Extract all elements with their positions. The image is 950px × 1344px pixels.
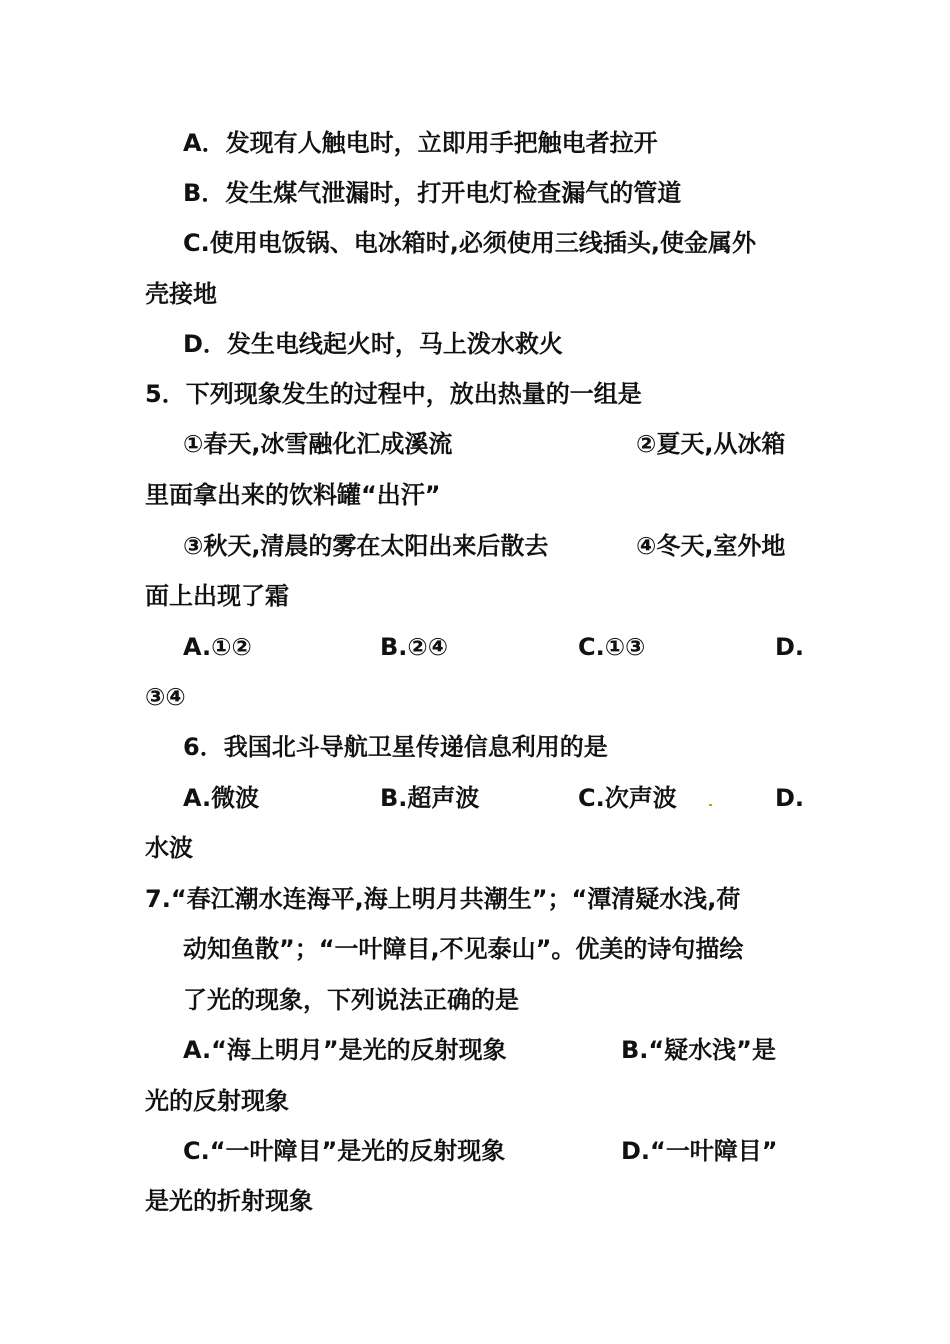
q5-item-1	[183, 428, 452, 460]
line-text: 水波	[145, 834, 193, 862]
q4-option-b	[183, 177, 681, 209]
q6-stem	[183, 731, 608, 763]
q5-option-d-cont	[145, 681, 186, 713]
q6-option-b	[380, 782, 479, 814]
q7-option-c	[183, 1135, 505, 1167]
line-text: D.“一叶障目”	[621, 1137, 778, 1165]
q7-stem-line-3	[183, 984, 519, 1016]
q6-option-d-cont	[145, 832, 193, 864]
line-text: ②夏天,从冰箱	[636, 430, 786, 458]
stray-mark	[709, 804, 712, 806]
line-text: C.次声波	[578, 784, 677, 812]
line-text: D．发生电线起火时，马上泼水救火	[183, 330, 563, 358]
q7-option-d-cont	[145, 1185, 313, 1217]
q7-option-b	[621, 1034, 776, 1066]
line-text: 光的反射现象	[145, 1087, 289, 1115]
q4-option-d	[183, 328, 563, 360]
line-text: C.①③	[578, 633, 646, 661]
q6-option-d	[775, 782, 804, 814]
line-text: A.微波	[183, 784, 260, 812]
q7-stem-line-1	[145, 883, 740, 915]
line-text: ①春天,冰雪融化汇成溪流	[183, 430, 453, 458]
q7-stem-line-2	[183, 933, 743, 965]
line-text: 了光的现象，下列说法正确的是	[183, 986, 519, 1014]
line-text: A．发现有人触电时，立即用手把触电者拉开	[183, 129, 658, 157]
q5-option-a	[183, 631, 252, 663]
q5-item-4-cont	[145, 580, 289, 612]
q5-option-c	[578, 631, 645, 663]
line-text: D.	[775, 633, 805, 661]
line-text: A.①②	[183, 633, 252, 661]
q4-option-c-cont	[145, 278, 217, 310]
line-text: B.超声波	[380, 784, 480, 812]
line-text: D.	[775, 784, 805, 812]
q6-option-a	[183, 782, 259, 814]
line-text: ③秋天,清晨的雾在太阳出来后散去	[183, 532, 549, 560]
q5-stem	[145, 378, 642, 410]
line-text: A.“海上明月”是光的反射现象	[183, 1036, 507, 1064]
line-text: ④冬天,室外地	[636, 532, 786, 560]
line-text: C.使用电饭锅、电冰箱时,必须使用三线插头,使金属外	[183, 229, 756, 257]
line-text: 动知鱼散”；“一叶障目,不见泰山”。优美的诗句描绘	[183, 935, 744, 963]
line-text: C.“一叶障目”是光的反射现象	[183, 1137, 506, 1165]
line-text: 壳接地	[145, 280, 217, 308]
q5-option-d	[775, 631, 804, 663]
q5-item-3	[183, 530, 548, 562]
q4-option-a	[183, 127, 658, 159]
line-text: B．发生煤气泄漏时，打开电灯检查漏气的管道	[183, 179, 682, 207]
line-text: 里面拿出来的饮料罐“出汗”	[145, 481, 441, 509]
q7-option-d	[621, 1135, 778, 1167]
q5-option-b	[380, 631, 448, 663]
line-text: 面上出现了霜	[145, 582, 289, 610]
line-text: 5．下列现象发生的过程中，放出热量的一组是	[145, 380, 642, 408]
line-text: 是光的折射现象	[145, 1187, 313, 1215]
q6-option-c	[578, 782, 677, 814]
q5-item-2	[636, 428, 785, 460]
line-text: 6．我国北斗导航卫星传递信息利用的是	[183, 733, 608, 761]
q5-item-4	[636, 530, 785, 562]
q7-option-b-cont	[145, 1085, 289, 1117]
line-text: B.“疑水浅”是	[621, 1036, 776, 1064]
line-text: 7.“春江潮水连海平,海上明月共潮生”；“潭清疑水浅,荷	[145, 885, 741, 913]
q5-item-2-cont	[145, 479, 441, 511]
line-text: ③④	[145, 683, 186, 711]
q7-option-a	[183, 1034, 507, 1066]
q4-option-c	[183, 227, 756, 259]
line-text: B.②④	[380, 633, 449, 661]
